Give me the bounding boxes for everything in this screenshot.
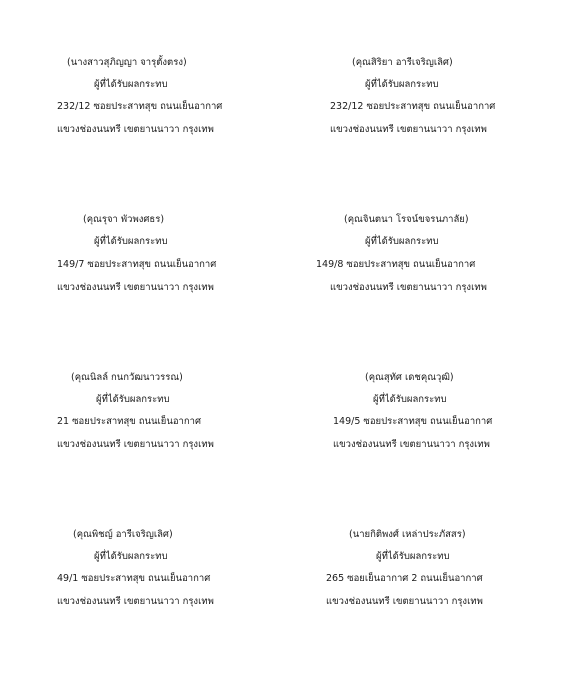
recipient-name: (นายกิติพงศ์ เหล่าประภัสสร) (349, 529, 466, 540)
recipient-name: (คุณสุทัศ เดชคุณวุฒิ) (365, 372, 454, 383)
recipient-name: (คุณจินตนา โรจน์ขจรนภาลัย) (344, 214, 469, 225)
recipient-role: ผู้ที่ได้รับผลกระทบ (94, 551, 168, 562)
recipient-role: ผู้ที่ได้รับผลกระทบ (96, 394, 170, 405)
district-line: แขวงช่องนนทรี เขตยานนาวา กรุงเทพ (57, 282, 214, 293)
district-line: แขวงช่องนนทรี เขตยานนาวา กรุงเทพ (330, 124, 487, 135)
district-line: แขวงช่องนนทรี เขตยานนาวา กรุงเทพ (330, 282, 487, 293)
recipient-name: (คุณรุจา พัวพงศธร) (83, 214, 165, 225)
address-line: 232/12 ซอยประสาทสุข ถนนเย็นอากาศ (330, 101, 496, 112)
recipient-role: ผู้ที่ได้รับผลกระทบ (365, 79, 439, 90)
address-line: 49/1 ซอยประสาทสุข ถนนเย็นอากาศ (57, 573, 211, 584)
district-line: แขวงช่องนนทรี เขตยานนาวา กรุงเทพ (57, 124, 214, 135)
address-line: 265 ซอยเย็นอากาศ 2 ถนนเย็นอากาศ (326, 573, 483, 584)
district-line: แขวงช่องนนทรี เขตยานนาวา กรุงเทพ (57, 596, 214, 607)
recipient-role: ผู้ที่ได้รับผลกระทบ (365, 236, 439, 247)
recipient-name: (นางสาวสุภิญญา จารุตั้งตรง) (67, 57, 187, 68)
address-line: 232/12 ซอยประสาทสุข ถนนเย็นอากาศ (57, 101, 223, 112)
address-line: 21 ซอยประสาทสุข ถนนเย็นอากาศ (57, 416, 201, 427)
district-line: แขวงช่องนนทรี เขตยานนาวา กรุงเทพ (57, 439, 214, 450)
recipient-role: ผู้ที่ได้รับผลกระทบ (94, 79, 168, 90)
district-line: แขวงช่องนนทรี เขตยานนาวา กรุงเทพ (333, 439, 490, 450)
address-line: 149/7 ซอยประสาทสุข ถนนเย็นอากาศ (57, 259, 217, 270)
recipient-name: (คุณพิชญ์ อารีเจริญเลิศ) (73, 529, 173, 540)
recipient-name: (คุณสิริยา อารีเจริญเลิศ) (352, 57, 453, 68)
recipient-role: ผู้ที่ได้รับผลกระทบ (376, 551, 450, 562)
recipient-role: ผู้ที่ได้รับผลกระทบ (373, 394, 447, 405)
address-line: 149/8 ซอยประสาทสุข ถนนเย็นอากาศ (316, 259, 476, 270)
recipient-name: (คุณนิลล์ กนกวัฒนาวรรณ) (71, 372, 183, 383)
address-line: 149/5 ซอยประสาทสุข ถนนเย็นอากาศ (333, 416, 493, 427)
district-line: แขวงช่องนนทรี เขตยานนาวา กรุงเทพ (326, 596, 483, 607)
recipient-role: ผู้ที่ได้รับผลกระทบ (94, 236, 168, 247)
